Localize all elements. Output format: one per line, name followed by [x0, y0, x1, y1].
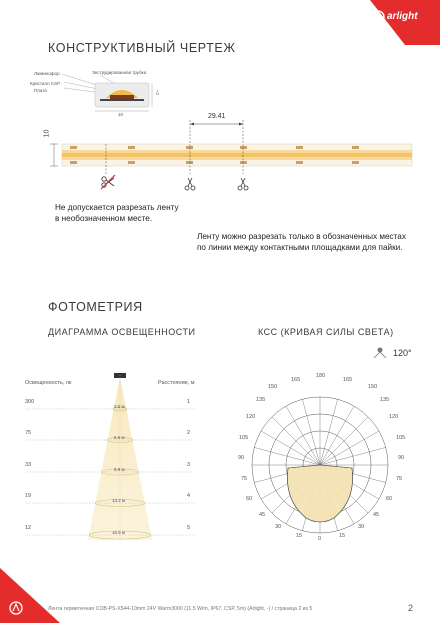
illuminance-diagram: [20, 365, 215, 545]
section-title-photometry: ФОТОМЕТРИЯ: [48, 300, 143, 314]
spot-diameter: 13.2 м: [112, 498, 126, 503]
distance-value: 2: [187, 430, 191, 436]
lux-value: 33: [25, 462, 32, 468]
section-title-drawing: КОНСТРУКТИВНЫЙ ЧЕРТЕЖ: [48, 41, 236, 55]
polar-angle-label: 45: [259, 512, 266, 518]
polar-angle-label: 90: [238, 455, 245, 461]
distance-value: 5: [187, 525, 191, 531]
polar-angle-label: 60: [386, 496, 393, 502]
arlight-logo-icon: [371, 10, 385, 24]
lux-value: 19: [25, 493, 32, 499]
polar-angle-label: 150: [268, 384, 278, 390]
polar-angle-label: 30: [275, 524, 282, 530]
polar-angle-label: 105: [396, 435, 406, 441]
polar-spoke: [320, 417, 368, 465]
spot-diameter: 6.6 м: [114, 435, 125, 440]
spot-diameter: 3.5 м: [114, 404, 125, 409]
polar-spoke: [320, 447, 386, 465]
lux-value: 12: [25, 525, 32, 531]
polar-angle-label: 180: [316, 373, 326, 379]
polar-angle-label: 165: [343, 377, 353, 383]
polar-spoke: [320, 406, 354, 465]
no-cut-note: Не допускается разрезать ленту в необозначенном месте.: [55, 203, 179, 223]
distance-value: 1: [187, 399, 191, 405]
lux-value: 300: [25, 399, 35, 405]
polar-angle-label: 105: [239, 435, 249, 441]
polar-angle-label: 0: [318, 536, 322, 542]
polar-angle-label: 15: [339, 533, 346, 539]
cut-scissors-icon: [237, 178, 249, 192]
no-cut-scissors-icon: [100, 174, 116, 190]
polar-diagram: [240, 370, 420, 550]
lux-value: 75: [25, 430, 32, 436]
polar-spoke: [320, 399, 338, 465]
polar-spoke: [254, 447, 320, 465]
led-strip-drawing: [40, 110, 420, 200]
label-csp: Кристалл CSP: [30, 81, 61, 86]
label-phosphor: Люминофор: [34, 71, 60, 76]
polar-angle-label: 15: [296, 533, 303, 539]
cut-scissors-icon: [184, 178, 196, 192]
brand-logo-text: arlight: [387, 11, 418, 22]
distance-value: 4: [187, 493, 191, 499]
polar-spoke: [272, 417, 320, 465]
beam-angle: 120°: [393, 348, 412, 358]
polar-spoke: [302, 399, 320, 465]
label-tube: Экструдированная трубка: [92, 70, 147, 75]
spot-diameter: 16.5 м: [112, 530, 126, 535]
illuminance-title: ДИАГРАММА ОСВЕЩЕННОСТИ: [48, 327, 196, 337]
illum-header-left: Освещенность, лк: [25, 380, 72, 386]
polar-title: КСС (КРИВАЯ СИЛЫ СВЕТА): [258, 327, 394, 337]
polar-angle-label: 150: [368, 384, 378, 390]
brand-corner: [350, 0, 440, 45]
polar-spoke: [286, 406, 320, 465]
brand-corner-bottom: [0, 568, 60, 623]
polar-angle-label: 120: [389, 414, 399, 420]
polar-angle-label: 60: [246, 496, 253, 502]
distance-value: 3: [187, 462, 191, 468]
polar-angle-label: 45: [373, 512, 380, 518]
page-number: 2: [408, 603, 414, 613]
polar-angle-label: 75: [241, 476, 248, 482]
cut-pitch-dim: 29.41: [208, 113, 226, 120]
inset-width: 10: [118, 112, 124, 117]
footer-text: Лента герметичная COB-PS-X544-10mm 24V Warm3000 (11.5 W/m, IP67, CSP, 5m) (Arlight, -) / страница 2 из 5: [48, 606, 313, 612]
strip-height-dim: 10: [43, 129, 51, 138]
cut-note: Ленту можно разрезать только в обозначенных местах по линии между контактными площадками для пайки.: [197, 232, 406, 252]
polar-angle-label: 75: [396, 476, 403, 482]
polar-angle-label: 135: [256, 397, 266, 403]
polar-spoke: [320, 431, 379, 465]
label-board: Плата: [34, 88, 47, 93]
beam-angle-icon: [372, 347, 388, 359]
polar-spoke: [261, 431, 320, 465]
polar-angle-label: 165: [291, 377, 301, 383]
polar-angle-label: 135: [380, 397, 390, 403]
inset-height: ~2: [155, 89, 161, 96]
spot-diameter: 9.9 м: [114, 467, 125, 472]
polar-angle-label: 90: [398, 455, 405, 461]
illum-header-right: Расстояние, м: [158, 380, 195, 386]
polar-angle-label: 30: [358, 524, 365, 530]
polar-angle-label: 120: [246, 414, 256, 420]
